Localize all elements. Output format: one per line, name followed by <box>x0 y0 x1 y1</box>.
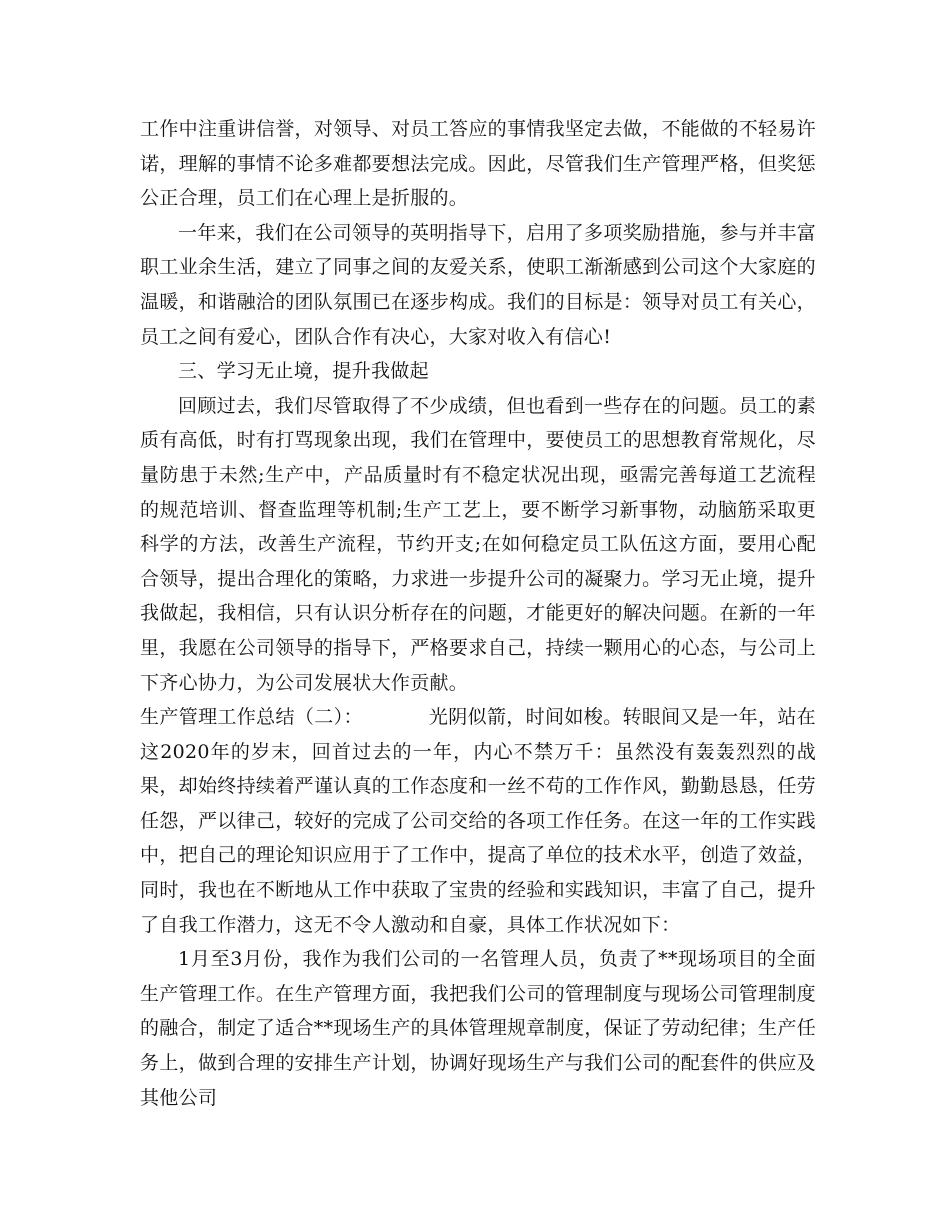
paragraph-3: 回顾过去，我们尽管取得了不少成绩，但也看到一些存在的问题。员工的素质有高低，时有打骂现象出现，我们在管理中，要使员工的思想教育常规化，尽量防患于未然;生产中，产品质量时有不稳定状况出现，亟需完善每道工艺流程的规范培训、督查监理等机制;生产工艺上，要不断学习新事物，动脑筋采取更科学的方法，改善生产流程，节约开支;在如何稳定员工队伍这方面，要用心配合领导，提出合理化的策略，力求进一步提升公司的凝聚力。学习无止境，提升我做起，我相信，只有认识分析存在的问题，才能更好的解决问题。在新的一年里，我愿在公司领导的指导下，严格要求自己，持续一颗用心的心态，与公司上下齐心协力，为公司发展状大作贡献。 <box>140 394 816 694</box>
document-body <box>140 112 816 1115</box>
section-body: 光阴似箭，时间如梭。转眼间又是一年，站在这2020年的岁末，回首过去的一年，内心不禁万千：虽然没有轰轰烈烈的战果，却始终持续着严谨认真的工作态度和一丝不苟的工作作风，勤勤恳恳，任劳任怨，严以律己，较好的完成了公司交给的各项工作任务。在这一年的工作实践中，把自己的理论知识应用于了工作中，提高了单位的技术水平，创造了效益，同时，我也在不断地从工作中获取了宝贵的经验和实践知识，丰富了自己，提升了自我工作潜力，这无不令人激动和自豪，具体工作状况如下： <box>140 706 816 936</box>
paragraph-2: 一年来，我们在公司领导的英明指导下，启用了多项奖励措施，参与并丰富职工业余生活，建立了同事之间的友爱关系，使职工渐渐感到公司这个大家庭的温暖，和谐融洽的团队氛围已在逐步构成。我们的目标是：领导对员工有关心，员工之间有爱心，团队合作有决心，大家对收入有信心! <box>140 221 816 348</box>
paragraph-1: 工作中注重讲信誉，对领导、对员工答应的事情我坚定去做，不能做的不轻易许诺，理解的事情不论多难都要想法完成。因此，尽管我们生产管理严格，但奖惩公正合理，员工们在心理上是折服的。 <box>140 118 816 210</box>
section-heading: 生产管理工作总结（二）： <box>140 706 363 729</box>
section-subheading: 三、学习无止境，提升我做起 <box>178 360 429 383</box>
section-paragraph <box>140 700 816 942</box>
last-paragraph: 1月至3月份，我作为我们公司的一名管理人员，负责了**现场项目的全面生产管理工作。在生产管理方面，我把我们公司的管理制度与现场公司管理制度的融合，制定了适合**现场生产的具体管理规章制度，保证了劳动纪律；生产任务上，做到合理的安排生产计划，协调好现场生产与我们公司的配套件的供应及其他公司 <box>140 948 816 1109</box>
